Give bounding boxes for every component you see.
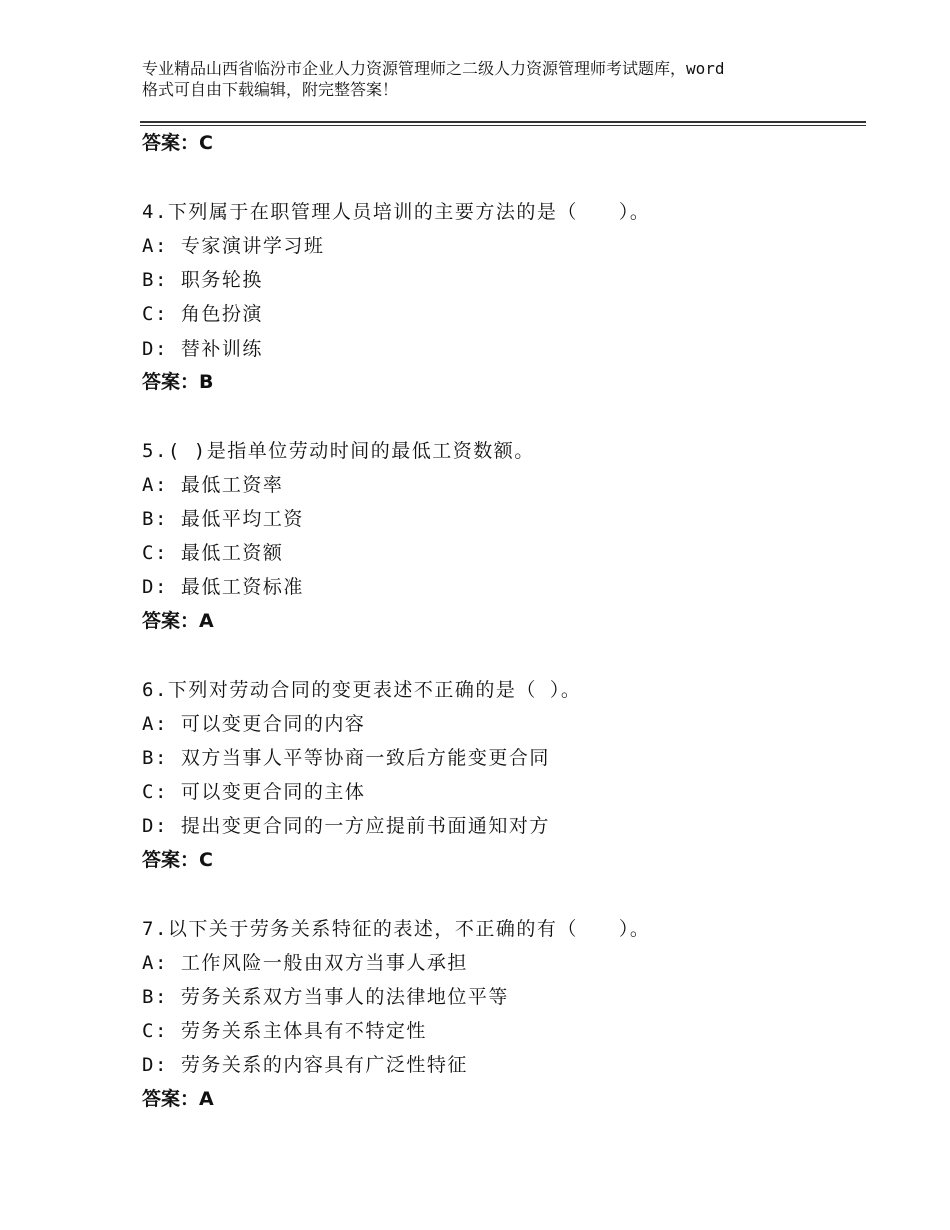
answer-line: 答案：B bbox=[142, 371, 214, 393]
answer-line: 答案：C bbox=[142, 132, 213, 154]
option-a: A: 可以变更合同的内容 bbox=[142, 713, 366, 735]
answer-line: 答案：A bbox=[142, 1088, 214, 1110]
header-line-2: 格式可自由下载编辑，附完整答案！ bbox=[142, 80, 399, 99]
option-c: C: 角色扮演 bbox=[142, 303, 263, 325]
header-divider-thin bbox=[140, 125, 866, 126]
option-c: C: 最低工资额 bbox=[142, 542, 284, 564]
page-header bbox=[142, 58, 842, 100]
option-b: B: 职务轮换 bbox=[142, 269, 263, 291]
option-a: A: 最低工资率 bbox=[142, 474, 284, 496]
question-text: 7.以下关于劳务关系特征的表述，不正确的有（ ）。 bbox=[142, 918, 651, 940]
header-line-1: 专业精品山西省临汾市企业人力资源管理师之二级人力资源管理师考试题库，word bbox=[142, 59, 725, 78]
option-c: C: 可以变更合同的主体 bbox=[142, 781, 366, 803]
option-b: B: 劳务关系双方当事人的法律地位平等 bbox=[142, 986, 509, 1008]
question-text: 6.下列对劳动合同的变更表述不正确的是（ ）。 bbox=[142, 679, 582, 701]
option-c: C: 劳务关系主体具有不特定性 bbox=[142, 1020, 427, 1042]
option-b: B: 双方当事人平等协商一致后方能变更合同 bbox=[142, 747, 550, 769]
header-divider-thick bbox=[140, 121, 866, 123]
question-text: 4.下列属于在职管理人员培训的主要方法的是（ ）。 bbox=[142, 201, 651, 223]
option-a: A: 工作风险一般由双方当事人承担 bbox=[142, 952, 468, 974]
question-text: 5.( )是指单位劳动时间的最低工资数额。 bbox=[142, 440, 535, 462]
option-b: B: 最低平均工资 bbox=[142, 508, 304, 530]
option-d: D: 最低工资标准 bbox=[142, 576, 304, 598]
option-d: D: 提出变更合同的一方应提前书面通知对方 bbox=[142, 815, 550, 837]
option-d: D: 劳务关系的内容具有广泛性特征 bbox=[142, 1054, 468, 1076]
answer-line: 答案：C bbox=[142, 849, 213, 871]
option-d: D: 替补训练 bbox=[142, 338, 263, 360]
answer-line: 答案：A bbox=[142, 610, 214, 632]
option-a: A: 专家演讲学习班 bbox=[142, 235, 325, 257]
